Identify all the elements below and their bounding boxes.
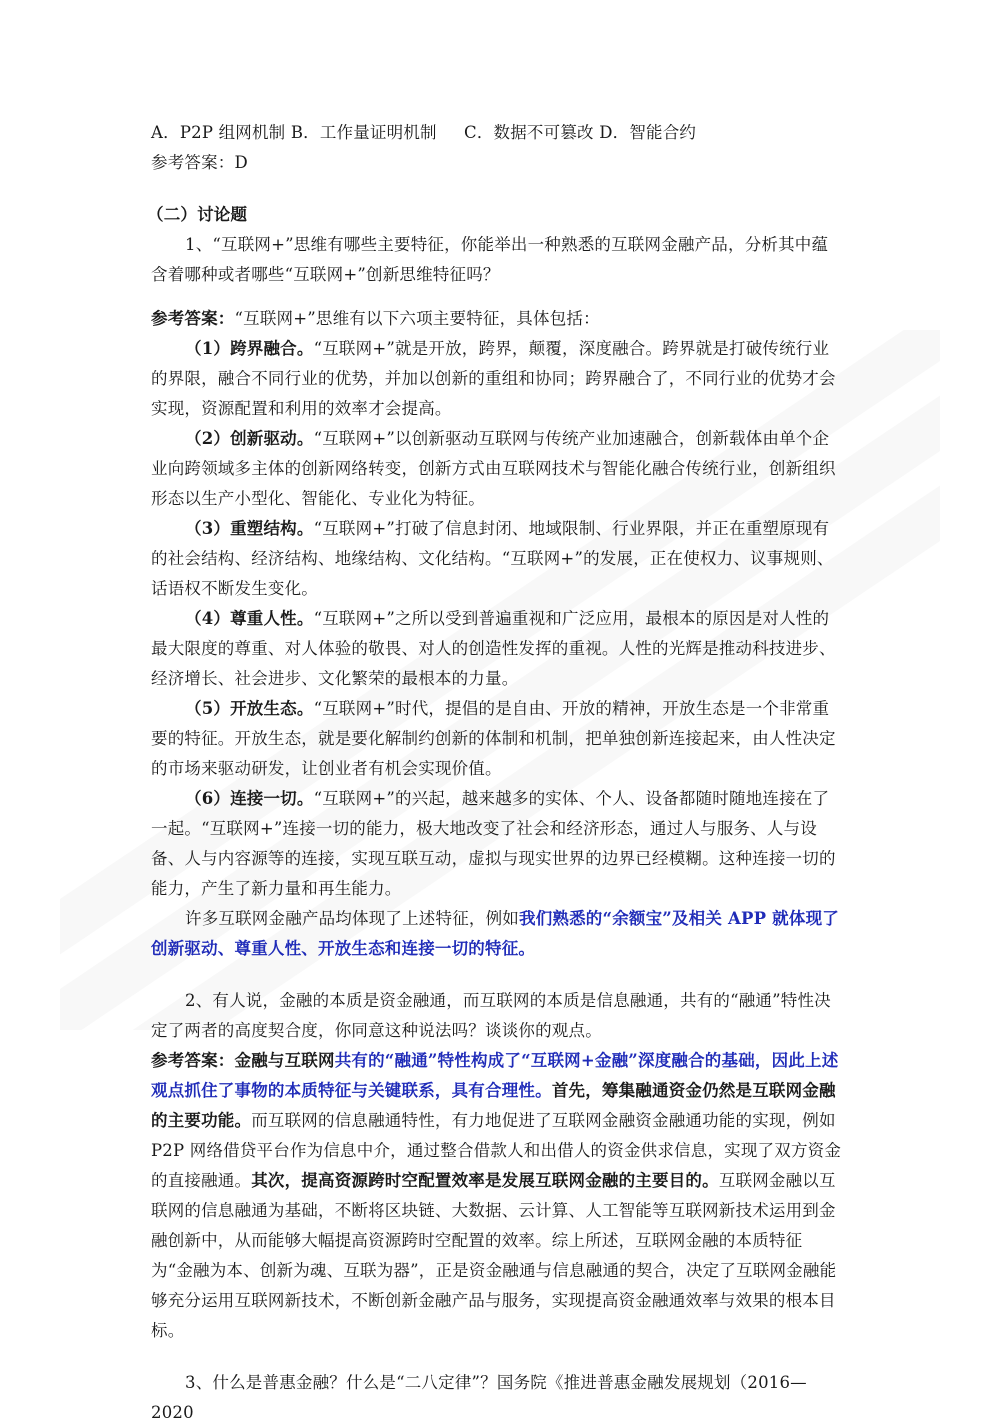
question-3: 3、什么是普惠金融？什么是“二八定律”？国务院《推进普惠金融发展规划（2016—2020: [151, 1373, 807, 1422]
question-1: 1、“互联网+”思维有哪些主要特征，你能举出一种熟悉的互联网金融产品，分析其中蕴含着哪种或者哪些“互联网+”创新思维特征吗？: [151, 235, 829, 284]
option-a: A．P2P 组网机制: [151, 123, 286, 142]
answer-label: 参考答案：: [151, 309, 235, 328]
answer-1-conclusion: 许多互联网金融产品均体现了上述特征，例如我们熟悉的“余额宝”及相关 APP 就体现了创新驱动、尊重人性、开放生态和连接一切的特征。: [151, 909, 839, 958]
option-b: B．工作量证明机制: [290, 123, 437, 142]
feature-1: （1）跨界融合。“互联网+”就是开放，跨界，颠覆，深度融合。跨界就是打破传统行业的界限，融合不同行业的优势，并加以创新的重组和协同；跨界融合了，不同行业的优势才会实现，资源配置和利用的效率才会提高。: [151, 339, 836, 418]
feature-3: （3）重塑结构。“互联网+”打破了信息封闭、地域限制、行业界限，并正在重塑原现有的社会结构、经济结构、地缘结构、文化结构。“互联网+”的发展，正在使权力、议事规则、话语权不断发生变化。: [151, 519, 834, 598]
feature-4: （4）尊重人性。“互联网+”之所以受到普遍重视和广泛应用，最根本的原因是对人性的最大限度的尊重、对人体验的敬畏、对人的创造性发挥的重视。人性的光辉是推动科技进步、经济增长、社会进步、文化繁荣的最根本的力量。: [151, 609, 836, 688]
options-line: [151, 118, 843, 148]
feature-6: （6）连接一切。“互联网+”的兴起，越来越多的实体、个人、设备都随时随地连接在了一起。“互联网+”连接一切的能力，极大地改变了社会和经济形态，通过人与服务、人与设备、人与内容源等的连接，实现互联互动，虚拟与现实世界的边界已经模糊。这种连接一切的能力，产生了新力量和再生能力。: [151, 789, 836, 898]
answer-2: 参考答案：金融与互联网共有的“融通”特性构成了“互联网+金融”深度融合的基础，因此上述观点抓住了事物的本质特征与关键联系，具有合理性。首先，筹集融通资金仍然是互联网金融的主要功能。而互联网的信息融通特性，有力地促进了互联网金融资金融通功能的实现，例如 P2P 网络借贷平台作为信息中介，通过整合借款人和出借人的资金供求信息，实现了双方资金的直接融通。其次，提高资源跨时空配置效率是发展互联网金融的主要目的。互联网金融以互联网的信息融通为基础，不断将区块链、大数据、云计算、人工智能等互联网新技术运用到金融创新中，从而能够大幅提高资源跨时空配置的效率。综上所述，互联网金融的本质特征为“金融为本、创新为魂、互联为器”，正是资金融通与信息融通的契合，决定了互联网金融能够充分运用互联网新技术，不断创新金融产品与服务，实现提高资金融通效率与效果的根本目标。: [151, 1051, 842, 1340]
option-c: C．数据不可篡改: [464, 123, 594, 142]
feature-2: （2）创新驱动。“互联网+”以创新驱动互联网与传统产业加速融合，创新载体由单个企业向跨领域多主体的创新网络转变，创新方式由互联网技术与智能化融合传统行业，创新组织形态以生产小型化、智能化、专业化为特征。: [151, 429, 836, 508]
question-2: 2、有人说，金融的本质是资金融通，而互联网的本质是信息融通，共有的“融通”特性决定了两者的高度契合度，你同意这种说法吗？谈谈你的观点。: [151, 991, 831, 1040]
feature-5: （5）开放生态。“互联网+”时代，提倡的是自由、开放的精神，开放生态是一个非常重要的特征。开放生态，就是要化解制约创新的体制和机制，把单独创新连接起来，由人性决定的市场来驱动研发，让创业者有机会实现价值。: [151, 699, 836, 778]
section-title: （二）讨论题: [147, 205, 248, 224]
answer-1-intro: 参考答案：“互联网+”思维有以下六项主要特征，具体包括：: [151, 309, 600, 328]
document-page: [147, 118, 843, 1428]
option-d: D．智能合约: [599, 123, 697, 142]
answer-1: 参考答案：D: [151, 153, 248, 172]
